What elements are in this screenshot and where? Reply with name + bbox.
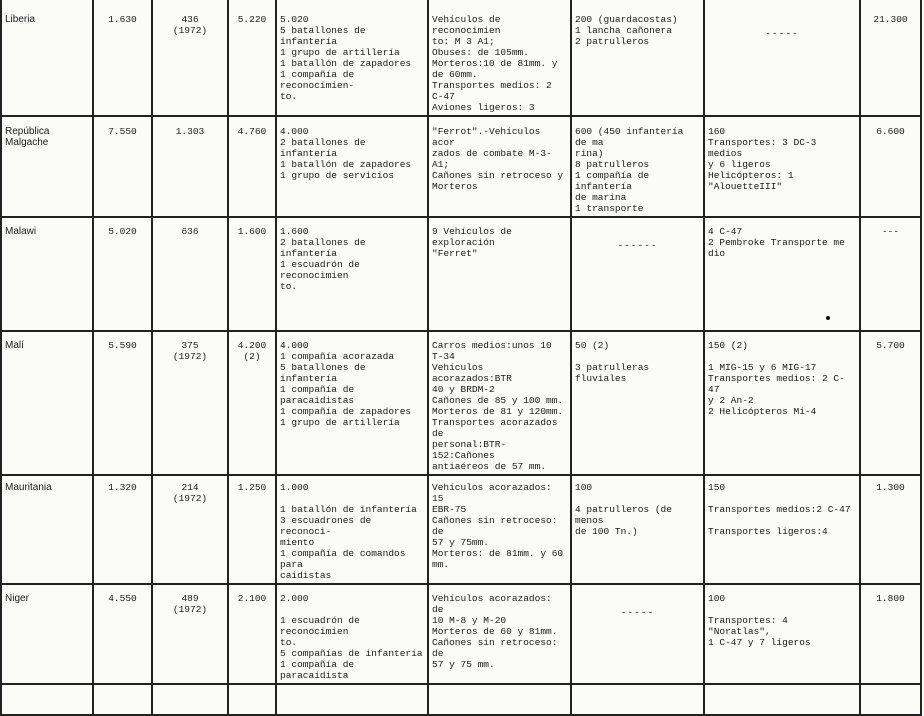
army-cell: 4.000 2 batallones de infantería 1 batallón de zapadores 1 grupo de servicios <box>276 116 428 217</box>
vehicles-cell: Carros medios:unos 10 T-34 Vehículos acorazados:BTR 40 y BRDM-2 Cañones de 85 y 100 mm. Morteros de 81 y 120mm. Transportes acorazados de personal:BTR-152:Cañones antiaéreos de 57 mm. <box>428 331 571 475</box>
data-cell: 1.320 <box>93 475 152 584</box>
data-cell: 4.550 <box>93 584 152 684</box>
army-cell: 1.600 2 batallones de infantería 1 escuadrón de reconocimien to. <box>276 217 428 331</box>
air-cell: 150 Transportes medios:2 C-47 Transportes ligeros:4 <box>704 475 860 584</box>
data-cell: 214 (1972) <box>152 475 228 584</box>
air-cell: 150 (2) 1 MIG-15 y 6 MIG-17 Transportes medios: 2 C-47 y 2 An-2 2 Helicópteros Mi-4 <box>704 331 860 475</box>
vehicles-cell: Vehículos de reconocimien to: M 3 A1; Obuses: de 105mm. Morteros:10 de 81mm. y de 60mm. Transportes medios: 2 C-47 Aviones ligeros: 3 <box>428 0 571 116</box>
data-cell: 636 <box>152 217 228 331</box>
country-cell: Liberia <box>1 0 93 116</box>
data-cell: 7.550 <box>93 116 152 217</box>
country-cell: Malí <box>1 331 93 475</box>
data-cell: 436 (1972) <box>152 0 228 116</box>
vehicles-cell: Vehículos acorazados: 15 EBR-75 Cañones sin retroceso: de 57 y 75mm. Morteros: de 81mm. y 60 mm. <box>428 475 571 584</box>
navy-cell <box>571 584 704 684</box>
army-cell: 5.020 5 batallones de infantería 1 grupo de artillería 1 batallón de zapadores 1 compañía de reconocimien- to. <box>276 0 428 116</box>
navy-cell: 100 4 patrulleros (de menos de 100 Tn.) <box>571 475 704 584</box>
data-cell: --- <box>860 217 921 331</box>
country-cell: República Malgache <box>1 116 93 217</box>
table-row <box>1 0 921 116</box>
ink-speck <box>826 316 830 320</box>
data-cell: 5.700 <box>860 331 921 475</box>
vehicles-cell: Vehículos acorazados: de 10 M-8 y M-20 Morteros de 60 y 81mm. Cañones sin retroceso: de 57 y 75 mm. <box>428 584 571 684</box>
empty-cell <box>228 684 276 715</box>
empty-cell <box>571 684 704 715</box>
army-cell: 4.000 1 compañía acorazada 5 batallones de infantería 1 compañía de paracaidistas 1 compañía de zapadores 1 grupo de artillería <box>276 331 428 475</box>
army-cell: 2.000 1 escuadrón de reconocimien to. 5 compañías de infantería 1 compañía de paracaidista <box>276 584 428 684</box>
empty-cell <box>93 684 152 715</box>
data-cell: 6.600 <box>860 116 921 217</box>
data-cell: 375 (1972) <box>152 331 228 475</box>
empty-cell <box>860 684 921 715</box>
table-row-partial <box>1 684 921 715</box>
data-cell: 4.200 (2) <box>228 331 276 475</box>
air-cell <box>704 0 860 116</box>
table-row <box>1 584 921 684</box>
navy-cell: 200 (guardacostas) 1 lancha cañonera 2 patrulleros <box>571 0 704 116</box>
country-cell: Niger <box>1 584 93 684</box>
data-cell: 4.760 <box>228 116 276 217</box>
country-cell: Malawi <box>1 217 93 331</box>
data-cell: 1.303 <box>152 116 228 217</box>
air-cell: 160 Transportes: 3 DC-3 medios y 6 ligeros Helicópteros: 1 "AlouetteIII" <box>704 116 860 217</box>
empty-cell <box>276 684 428 715</box>
table-row <box>1 217 921 331</box>
empty-cell <box>428 684 571 715</box>
empty-cell <box>152 684 228 715</box>
data-cell: 1.800 <box>860 584 921 684</box>
empty-cell <box>704 684 860 715</box>
air-cell: 4 C-47 2 Pembroke Transporte me dio <box>704 217 860 331</box>
army-cell: 1.000 1 batallón de infantería 3 escuadrones de reconoci- miento 1 compañía de comandos para caidistas <box>276 475 428 584</box>
navy-cell: 600 (450 infantería de ma rina) 8 patrulleros 1 compañía de infantería de marina 1 transporte <box>571 116 704 217</box>
table-row <box>1 475 921 584</box>
data-cell: 5.220 <box>228 0 276 116</box>
vehicles-cell: 9 Vehículos de exploración "Ferret" <box>428 217 571 331</box>
dash-text: ----- <box>765 28 799 39</box>
dash-text: ----- <box>620 607 655 618</box>
data-cell: 1.600 <box>228 217 276 331</box>
dash-text: ------ <box>617 240 658 251</box>
navy-cell <box>571 217 704 331</box>
vehicles-cell: "Ferrot".-Vehículos acor zados de combate M-3-A1; Cañones sin retroceso y Morteros <box>428 116 571 217</box>
data-cell: 5.020 <box>93 217 152 331</box>
data-cell: 489 (1972) <box>152 584 228 684</box>
navy-cell: 50 (2) 3 patrulleras fluviales <box>571 331 704 475</box>
data-cell: 1.300 <box>860 475 921 584</box>
air-cell: 100 Transportes: 4 "Noratlas", 1 C-47 y 7 ligeros <box>704 584 860 684</box>
data-cell: 1.630 <box>93 0 152 116</box>
data-cell: 2.100 <box>228 584 276 684</box>
data-cell: 1.250 <box>228 475 276 584</box>
data-cell: 5.590 <box>93 331 152 475</box>
data-cell: 21.300 <box>860 0 921 116</box>
table-row <box>1 116 921 217</box>
table-row <box>1 331 921 475</box>
empty-cell <box>1 684 93 715</box>
country-cell: Mauritania <box>1 475 93 584</box>
